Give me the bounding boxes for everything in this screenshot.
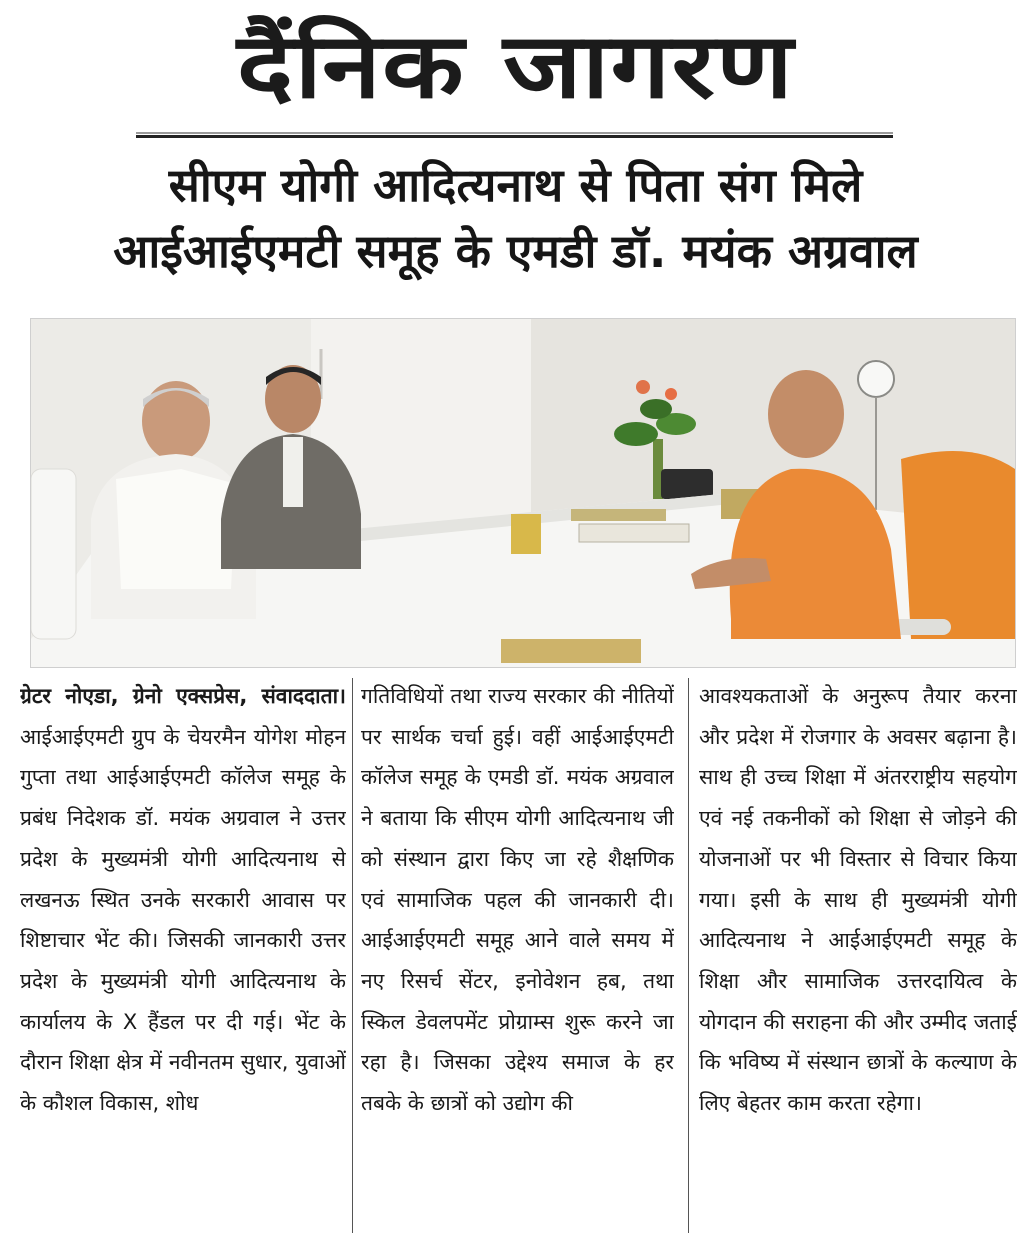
headline-line-1: सीएम योगी आदित्यनाथ से पिता संग मिले — [168, 158, 863, 212]
article-column-3 — [699, 676, 1017, 1236]
newspaper-masthead: दैंनिक जागरण — [236, 14, 795, 119]
column-1-text: आईआईएमटी ग्रुप के चेयरमैन योगेश मोहन गुप्ता तथा आईआईएमटी कॉलेज समूह के प्रबंध निदेशक डॉ. मयंक अग्रवाल ने उत्तर प्रदेश के मुख्यमंत्री योगी आदित्यनाथ से लखनऊ स्थित उनके सरकारी आवास पर शिष्टाचार भेंट की। जिसकी जानकारी उत्तर प्रदेश के मुख्यमंत्री योगी आदित्यनाथ के कार्यालय के X हैंडल पर दी गई। भेंट के दौरान शिक्षा क्षेत्र में नवीनतम सुधार, युवाओं के कौशल विकास, शोध — [20, 724, 346, 1116]
headline-line-2: आईआईएमटी समूह के एमडी डॉ. मयंक अग्रवाल — [113, 224, 918, 278]
meeting-photo — [30, 318, 1016, 668]
article-headline — [10, 152, 1021, 284]
column-3-text: आवश्यकताओं के अनुरूप तैयार करना और प्रदेश में रोजगार के अवसर बढ़ाना है। साथ ही उच्च शिक्षा में अंतरराष्ट्रीय सहयोग एवं नई तकनीकों को शिक्षा से जोड़ने की योजनाओं पर भी विस्तार से विचार किया गया। इसी के साथ ही मुख्यमंत्री योगी आदित्यनाथ ने आईआईएमटी समूह के शिक्षा और सामाजिक उत्तरदायित्व के योगदान की सराहना की और उम्मीद जताई कि भविष्य में संस्थान छात्रों के कल्याण के लिए बेहतर काम करता रहेगा। — [699, 684, 1017, 1116]
article-dateline: ग्रेटर नोएडा, ग्रेनो एक्सप्रेस, संवाददाता। — [20, 684, 346, 708]
masthead-rule — [136, 132, 893, 138]
article-column-1 — [20, 676, 346, 1236]
column-divider — [352, 678, 353, 1233]
column-divider — [688, 678, 689, 1233]
column-2-text: गतिविधियों तथा राज्य सरकार की नीतियों पर सार्थक चर्चा हुई। वहीं आईआईएमटी कॉलेज समूह के एमडी डॉ. मयंक अग्रवाल ने बताया कि सीएम योगी आदित्यनाथ जी को संस्थान द्वारा किए जा रहे शैक्षणिक एवं सामाजिक पहल की जानकारी दी। आईआईएमटी समूह आने वाले समय में नए रिसर्च सेंटर, इनोवेशन हब, तथा स्किल डेवलपमेंट प्रोग्राम्स शुरू करने जा रहा है। जिसका उद्देश्य समाज के हर तबके के छात्रों को उद्योग की — [361, 684, 674, 1116]
article-column-2 — [361, 676, 674, 1236]
